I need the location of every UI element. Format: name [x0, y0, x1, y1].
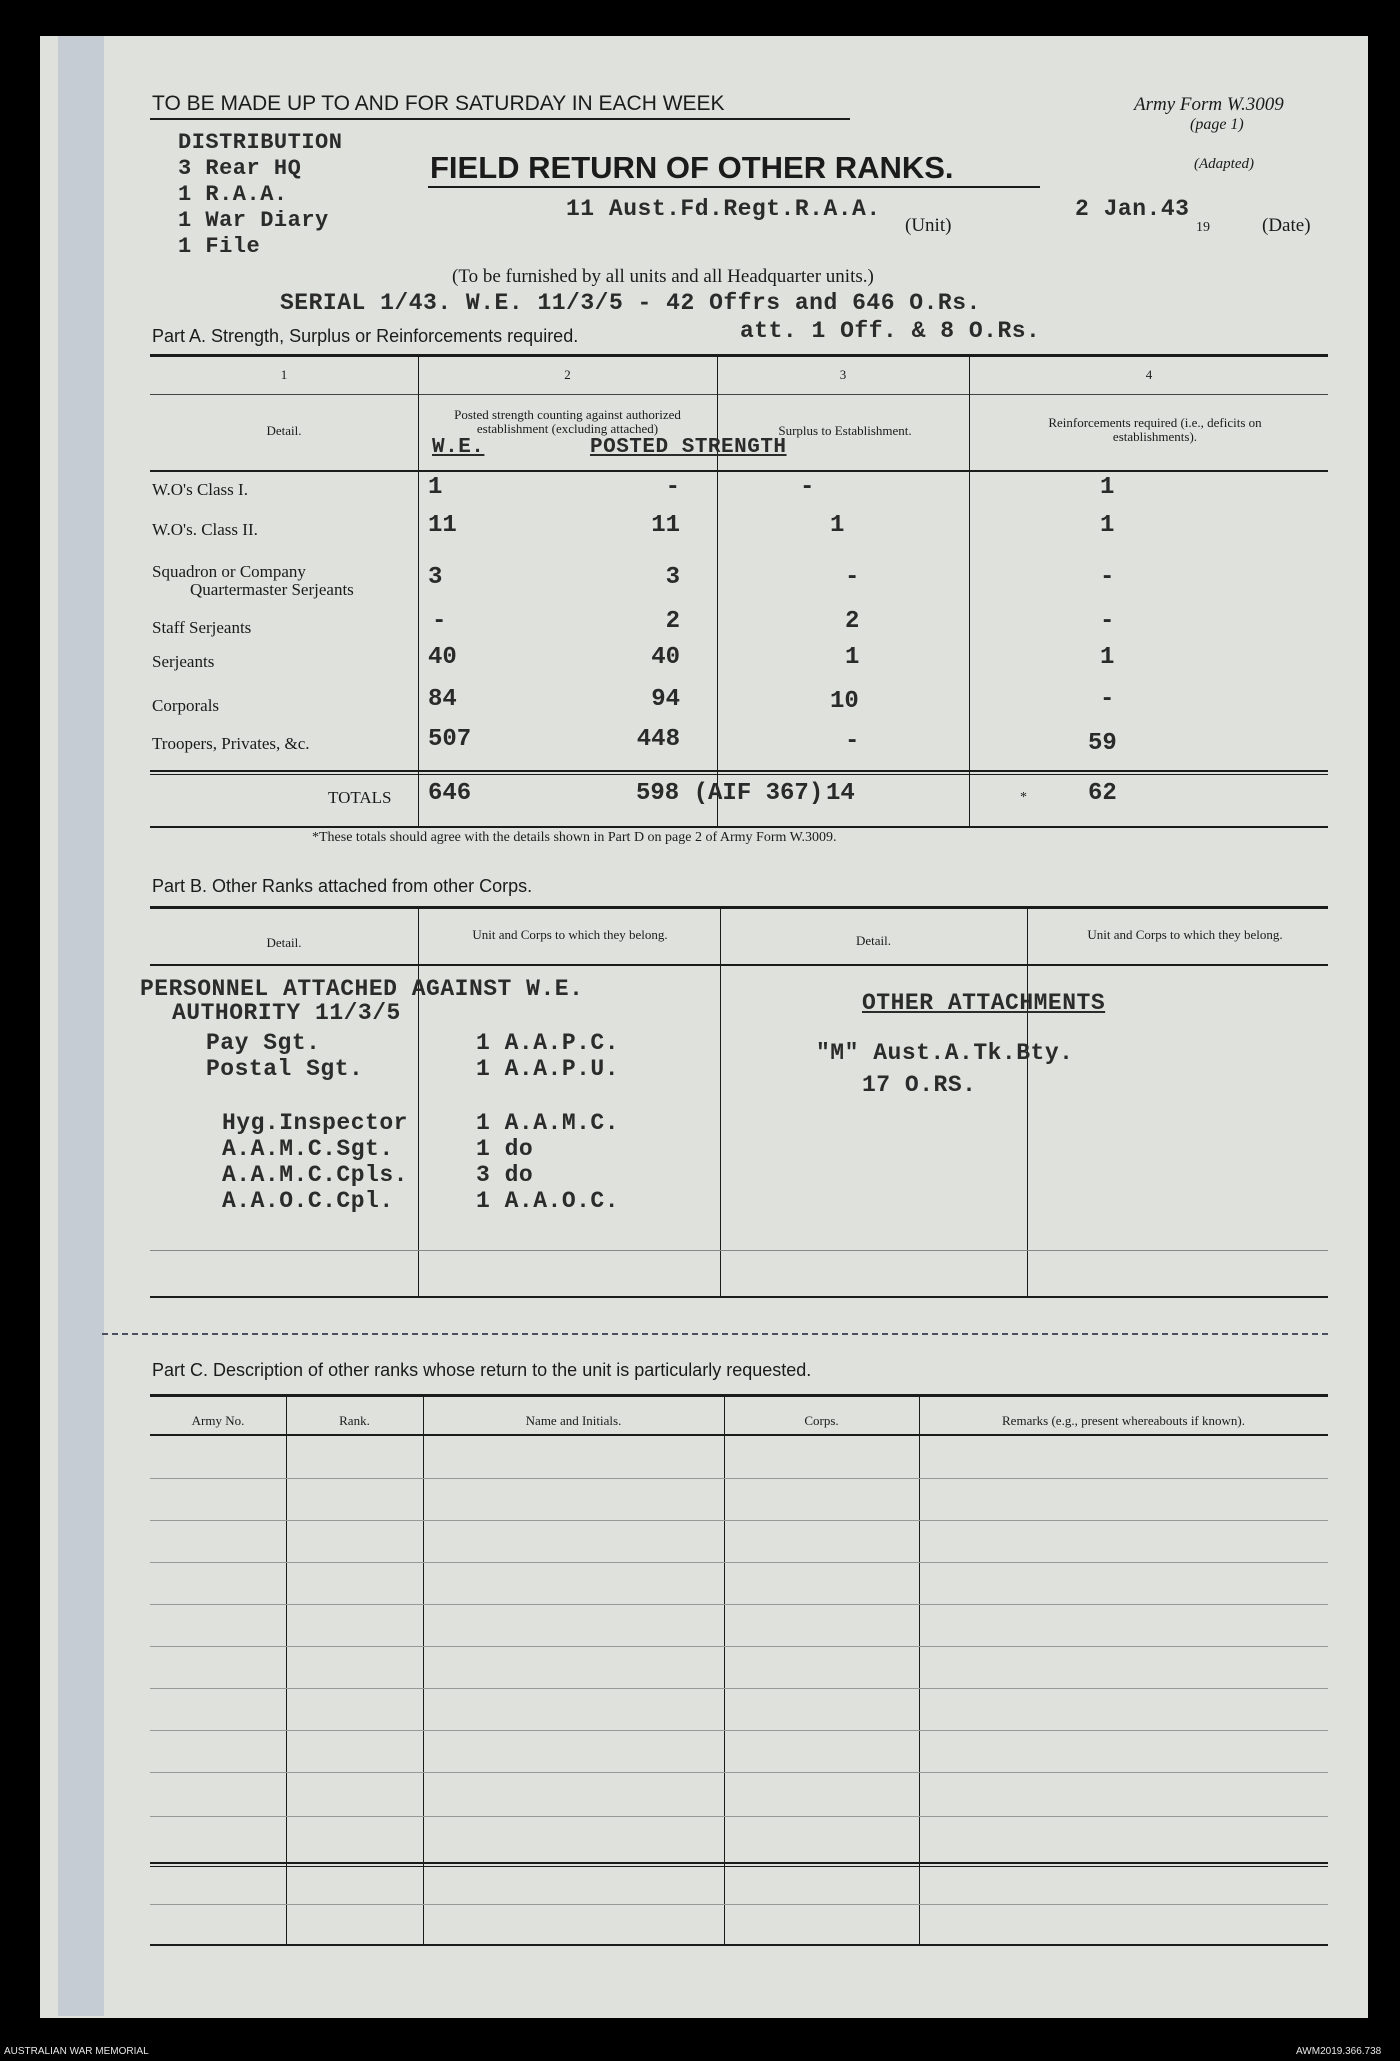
posted-value: 2 — [665, 608, 680, 635]
distribution-item: 1 R.A.A. — [178, 182, 288, 207]
part-a-bottom-rule — [150, 826, 1328, 828]
left-margin-strip — [58, 36, 104, 2016]
col-header-detail: Detail. — [266, 423, 302, 438]
we-value: 40 — [428, 644, 457, 671]
archive-credit: AUSTRALIAN WAR MEMORIAL — [4, 2046, 149, 2057]
part-a-footnote: *These totals should agree with the details shown in Part D on page 2 of Army Form W.3009. — [312, 830, 837, 845]
attached-detail: A.A.O.C.Cpl. — [222, 1188, 394, 1214]
totals-label: TOTALS — [328, 788, 392, 807]
archive-id: AWM2019.366.738 — [1296, 2046, 1382, 2057]
attached-unit: 1 do — [476, 1136, 534, 1162]
distribution-heading: DISTRIBUTION — [178, 130, 343, 155]
page-title: FIELD RETURN OF OTHER RANKS. — [430, 150, 954, 185]
surplus-value: 1 — [845, 644, 860, 671]
part-c-col-header: Name and Initials. — [525, 1413, 622, 1428]
we-value: - — [432, 608, 447, 635]
part-a-col-divider — [969, 356, 970, 826]
part-b-col-header: Detail. — [855, 933, 891, 948]
other-attachments-heading: OTHER ATTACHMENTS — [862, 990, 1106, 1016]
attached-detail: Hyg.Inspector — [222, 1110, 408, 1136]
part-b-heading: Part B. Other Ranks attached from other Corps. — [152, 876, 533, 896]
date-value: 2 Jan.43 — [1075, 196, 1190, 222]
page-note: (page 1) — [1190, 116, 1244, 133]
we-value: 1 — [428, 474, 443, 501]
row-label: Corporals — [152, 696, 220, 715]
typed-we-header: W.E. — [432, 436, 485, 459]
we-value: 3 — [428, 564, 443, 591]
part-b-col-header: Unit and Corps to which they belong. — [472, 927, 668, 942]
col-header-reinforcements: Reinforcements required (i.e., deficits on establishments). — [1048, 415, 1262, 444]
distribution-item: 1 War Diary — [178, 208, 329, 233]
date-label: (Date) — [1262, 215, 1311, 236]
unit-value: 11 Aust.Fd.Regt.R.A.A. — [566, 196, 881, 222]
attached-unit: 1 A.A.P.C. — [476, 1030, 620, 1056]
part-c-ruled-line — [150, 1646, 1328, 1647]
attached-detail: A.A.M.C.Cpls. — [222, 1162, 408, 1188]
year-prefix: 19 — [1196, 220, 1210, 235]
col-number: 2 — [564, 367, 571, 382]
part-c-ruled-line — [150, 1772, 1328, 1773]
part-c-ruled-line — [150, 1904, 1328, 1905]
attached-detail: Pay Sgt. — [206, 1030, 321, 1056]
part-b-col-divider — [418, 908, 419, 1296]
total-reinf: 62 — [1088, 780, 1117, 807]
reinf-value: 59 — [1088, 730, 1117, 757]
part-a-col-divider — [418, 356, 419, 826]
surplus-value: 1 — [830, 512, 845, 539]
instruction-text: TO BE MADE UP TO AND FOR SATURDAY IN EACH WEEK — [152, 92, 725, 115]
part-c-col-header: Remarks (e.g., present whereabouts if known). — [1002, 1413, 1245, 1428]
part-a-header-rule — [150, 470, 1328, 472]
typed-posted-header: POSTED STRENGTH — [590, 436, 787, 459]
row-label-line2: Quartermaster Serjeants — [190, 580, 354, 599]
reinf-value: 1 — [1100, 512, 1115, 539]
other-attachment-unit: "M" Aust.A.Tk.Bty. — [816, 1040, 1074, 1066]
col-number: 3 — [839, 367, 847, 382]
posted-value: 448 — [636, 726, 680, 753]
title-underline — [428, 186, 1040, 188]
row-label: W.O's. Class II. — [152, 520, 258, 539]
instruction-underline — [150, 118, 850, 120]
part-a-numbers-rule — [150, 394, 1328, 395]
part-c-ruled-line — [150, 1478, 1328, 1479]
total-we: 646 — [428, 780, 472, 807]
attached-authority: AUTHORITY 11/3/5 — [172, 1000, 401, 1026]
attached-unit: 1 A.A.P.U. — [476, 1056, 620, 1082]
row-label: W.O's Class I. — [152, 480, 248, 499]
fold-line — [102, 1333, 1328, 1335]
part-a-col-divider — [717, 356, 718, 826]
reinf-value: - — [1100, 608, 1115, 635]
posted-value: - — [665, 474, 680, 501]
part-b-col-header: Detail. — [266, 935, 302, 950]
serial-line: SERIAL 1/43. W.E. 11/3/5 - 42 Offrs and 646 O.Rs. — [280, 290, 981, 316]
posted-value: 40 — [651, 644, 680, 671]
reinf-value: - — [1100, 686, 1115, 713]
part-b-bottom-rule — [150, 1296, 1328, 1298]
part-a-top-rule — [150, 354, 1328, 357]
adapted-note: (Adapted) — [1194, 156, 1254, 172]
part-c-heading: Part C. Description of other ranks whose return to the unit is particularly requested. — [152, 1360, 812, 1380]
surplus-value: 2 — [845, 608, 860, 635]
part-b-top-rule — [150, 906, 1328, 909]
posted-value: 3 — [665, 564, 680, 591]
part-c-ruled-line — [150, 1816, 1328, 1817]
surplus-value: - — [800, 474, 815, 501]
col-header-surplus: Surplus to Establishment. — [778, 423, 912, 438]
posted-value: 94 — [651, 686, 680, 713]
row-label: Serjeants — [152, 652, 215, 671]
we-value: 507 — [428, 726, 472, 753]
reinf-value: - — [1100, 564, 1115, 591]
distribution-item: 1 File — [178, 234, 261, 259]
col-number: 4 — [1145, 367, 1153, 382]
other-attachment-count: 17 O.RS. — [862, 1072, 977, 1098]
surplus-value: 10 — [830, 688, 859, 715]
attached-unit: 1 A.A.M.C. — [476, 1110, 620, 1136]
part-c-rule-2 — [150, 1866, 1328, 1867]
part-b-ruled-line — [150, 1250, 1328, 1251]
part-b-col-header: Unit and Corps to which they belong. — [1087, 927, 1283, 942]
distribution-item: 3 Rear HQ — [178, 156, 302, 181]
row-label: Staff Serjeants — [152, 618, 252, 637]
unit-label: (Unit) — [905, 215, 952, 236]
part-b-header-rule — [150, 964, 1328, 966]
totals-asterisk: * — [1020, 790, 1027, 805]
we-value: 84 — [428, 686, 457, 713]
form-number: Army Form W.3009 — [1134, 94, 1284, 115]
part-c-ruled-line — [150, 1604, 1328, 1605]
attached-line: att. 1 Off. & 8 O.Rs. — [740, 318, 1041, 344]
part-a-totals-rule-1 — [150, 770, 1328, 772]
part-c-col-header: Army No. — [191, 1413, 245, 1428]
reinf-value: 1 — [1100, 474, 1115, 501]
distribution-list — [178, 130, 342, 260]
part-a-heading: Part A. Strength, Surplus or Reinforcements required. — [152, 326, 579, 346]
part-c-bottom-rule — [150, 1944, 1328, 1946]
surplus-value: - — [845, 564, 860, 591]
row-label: Squadron or Company — [152, 562, 306, 581]
reinf-value: 1 — [1100, 644, 1115, 671]
part-a-totals-rule-2 — [150, 774, 1328, 775]
part-c-rule-1 — [150, 1862, 1328, 1864]
row-label: Troopers, Privates, &c. — [152, 734, 310, 753]
attached-unit: 3 do — [476, 1162, 534, 1188]
surplus-value: - — [845, 728, 860, 755]
part-c-ruled-line — [150, 1562, 1328, 1563]
part-b-col-divider — [720, 908, 721, 1296]
part-c-col-header: Corps. — [804, 1413, 839, 1428]
part-c-ruled-line — [150, 1520, 1328, 1521]
part-c-col-header: Rank. — [339, 1413, 370, 1428]
attached-heading: PERSONNEL ATTACHED AGAINST W.E. — [140, 976, 584, 1002]
part-c-ruled-line — [150, 1730, 1328, 1731]
posted-value: 11 — [651, 512, 680, 539]
col-header-posted: Posted strength counting against authorized establishment (excluding attached) — [454, 407, 681, 436]
part-c-header-rule — [150, 1434, 1328, 1436]
col-number: 1 — [280, 367, 288, 382]
attached-detail: A.A.M.C.Sgt. — [222, 1136, 394, 1162]
furnish-note: (To be furnished by all units and all Headquarter units.) — [452, 266, 874, 287]
attached-detail: Postal Sgt. — [206, 1056, 364, 1082]
part-b-col-divider — [1027, 908, 1028, 1296]
total-surplus: 14 — [826, 780, 855, 807]
total-posted: 598 (AIF 367) — [636, 780, 824, 807]
we-value: 11 — [428, 512, 457, 539]
attached-unit: 1 A.A.O.C. — [476, 1188, 620, 1214]
part-c-top-rule — [150, 1394, 1328, 1397]
part-c-ruled-line — [150, 1688, 1328, 1689]
